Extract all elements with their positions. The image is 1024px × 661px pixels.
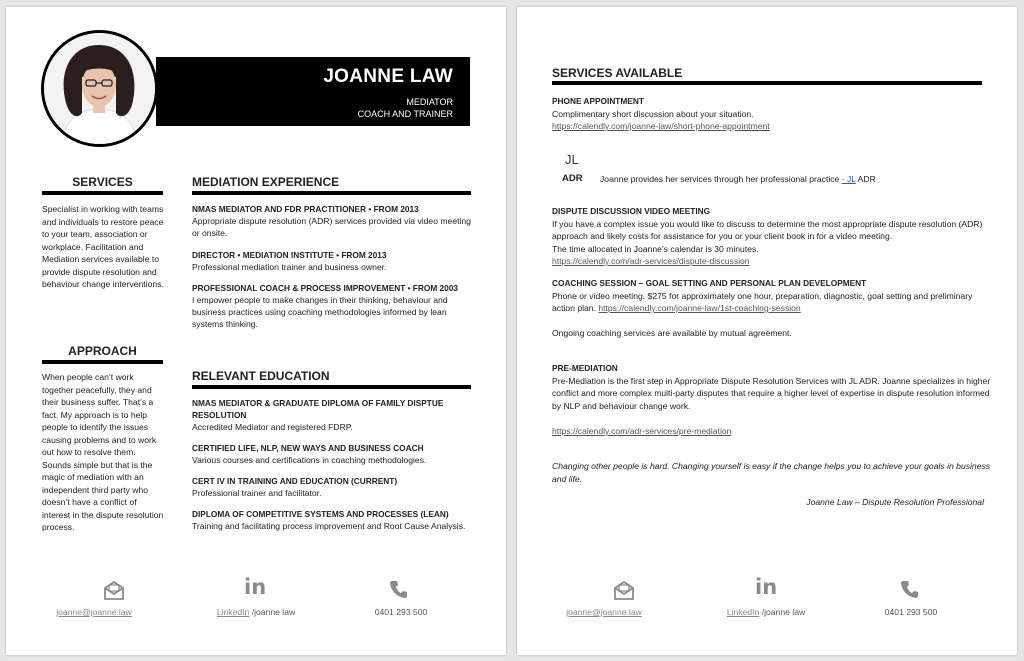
experience-desc: I empower people to make changes in their thinking, behaviour and business practices using coaching methodologies informed by lean systems thinking. [192,295,448,329]
experience-title: NMAS MEDIATOR AND FDR PRACTITIONER • FROM 2013 [192,204,419,214]
phone-icon [389,579,409,599]
adr-statement-text: Joanne provides her services through her professional practice [600,174,840,184]
linkedin-handle: /joanne law [249,607,296,617]
education-rule [192,385,471,389]
approach-heading: APPROACH [68,344,137,358]
adr-jl-link[interactable]: - JL [841,174,856,184]
education-heading: RELEVANT EDUCATION [192,369,330,383]
email-icon[interactable] [613,579,635,601]
adr-suffix: ADR [855,174,876,184]
education-title: CERT IV IN TRAINING AND EDUCATION (CURRENT) [192,476,398,486]
name-banner [156,57,470,126]
linkedin-handle: /joanne law [759,607,806,617]
phone-icon [900,579,920,599]
coaching-link[interactable]: https://calendly.com/joanne-law/1st-coaching-session [598,303,801,313]
linkedin-footer [201,607,311,617]
education-item [192,508,476,532]
education-title: NMAS MEDIATOR & GRADUATE DIPLOMA OF FAMILY DISPTUE RESOLUTION [192,398,444,420]
education-item [192,442,476,466]
phone-appointment-desc: Complimentary short discussion about your situation. [552,108,754,119]
premediation-title: PRE-MEDIATION [552,363,618,373]
education-title: DIPLOMA OF COMPETITIVE SYSTEMS AND PROCESSES (LEAN) [192,509,449,519]
experience-heading: MEDIATION EXPERIENCE [192,175,340,189]
quote: Changing other people is hard. Changing yourself is easy if the change helps you to achieve your goals in business and life. [552,461,991,484]
linkedin-icon[interactable]: in [755,575,778,599]
email-icon[interactable] [103,579,125,601]
phone-appointment-title: PHONE APPOINTMENT [552,96,644,106]
premediation-section [552,362,992,438]
phone-text: 0401 293 500 [884,607,938,617]
portrait-image [44,33,155,144]
coaching-desc-wrap [552,290,992,315]
experience-item [192,203,476,239]
experience-title: PROFESSIONAL COACH & PROCESS IMPROVEMENT • FROM 2003 [192,283,458,293]
phone-appointment-section [552,95,992,133]
linkedin-footer [711,607,821,617]
services-available-rule [552,81,982,85]
experience-desc: Professional mediation trainer and business owner. [192,262,387,272]
education-desc: Accredited Mediator and registered FDRP. [192,422,353,432]
linkedin-icon[interactable]: in [244,575,267,599]
coaching-desc: Phone or video meeting. $275 for approximately one hour, preparation, diagnostic, goal setting and preliminary action plan. [552,290,973,313]
premediation-desc: Pre-Mediation is the first step in Appropriate Dispute Resolution Services with JL ADR. Joanne specializes in higher conflict and more complex multi-party disputes that require a higher level of expertise in dispute resolution informed by NLP and behaviour change work. [552,375,991,411]
services-available-heading: SERVICES AVAILABLE [552,66,683,80]
experience-rule [192,191,471,195]
education-item [192,475,476,499]
education-item [192,397,476,433]
profile-photo [41,30,158,147]
email-link[interactable] [554,607,654,617]
experience-item [192,249,476,273]
email-text[interactable]: joanne@joanne.law [566,607,642,617]
premediation-link[interactable]: https://calendly.com/adr-services/pre-mediation [552,426,732,436]
linkedin-link[interactable]: LinkedIn [726,607,760,617]
approach-rule [42,360,163,364]
coaching-ongoing: Ongoing coaching services are available by mutual agreement. [552,327,792,338]
approach-text: When people can’t work together peacefully, they and their business suffer. That’s a fact. My approach is to help people to identify the issues causing problems and to work out how to resolve them. Sounds simple but that is the magic of mediation with an independent third party who doesn’t have a conflict of interest in the dispute resolution process. [42,372,164,532]
jl-logo: JL [565,152,579,167]
linkedin-link[interactable]: LinkedIn [216,607,250,617]
services-text: Specialist in working with teams and individuals to restore peace to your team, association or workplace. Facilitation and Mediation services available to provide dispute resolution and behaviour change interventions. [42,204,164,289]
dispute-desc: If you have a complex issue you would like to discuss to determine the most appropriate dispute resolution (ADR) approach and likely costs for assistance for you or your client book in for a video meeting. [552,218,983,241]
dispute-time: The time allocated in Joanne’s calendar is 30 minutes. [552,243,759,254]
dispute-link[interactable]: https://calendly.com/adr-services/dispute-discussion [552,256,750,266]
phone-text: 0401 293 500 [374,607,428,617]
coaching-section [552,277,992,339]
phone-appointment-link[interactable]: https://calendly.com/joanne-law/short-phone-appointment [552,121,770,131]
role-line-1: MEDIATOR [406,97,453,107]
adr-statement [600,174,876,184]
experience-item [192,282,476,330]
education-title: CERTIFIED LIFE, NLP, NEW WAYS AND BUSINESS COACH [192,443,424,453]
experience-desc: Appropriate dispute resolution (ADR) services provided via video meeting or onsite. [192,216,471,238]
resume-page-2 [517,7,1017,655]
experience-title: DIRECTOR • MEDIATION INSTITUTE • FROM 2013 [192,250,387,260]
email-link[interactable] [44,607,144,617]
dispute-section [552,205,992,268]
email-text[interactable]: joanne@joanne.law [56,607,132,617]
adr-logo: ADR [562,173,583,184]
name-title: JOANNE LAW [323,66,453,87]
services-rule [42,191,163,195]
role-line-2: COACH AND TRAINER [357,109,453,119]
resume-page-1 [6,7,506,655]
education-desc: Professional trainer and facilitator. [192,488,322,498]
signature: Joanne Law – Dispute Resolution Professional [806,497,984,507]
coaching-title: COACHING SESSION – GOAL SETTING AND PERSONAL PLAN DEVELOPMENT [552,278,867,288]
education-desc: Training and facilitating process improvement and Root Cause Analysis. [192,521,466,531]
services-heading: SERVICES [72,175,133,189]
dispute-title: DISPUTE DISCUSSION VIDEO MEETING [552,206,711,216]
education-desc: Various courses and certifications in coaching methodologies. [192,455,427,465]
